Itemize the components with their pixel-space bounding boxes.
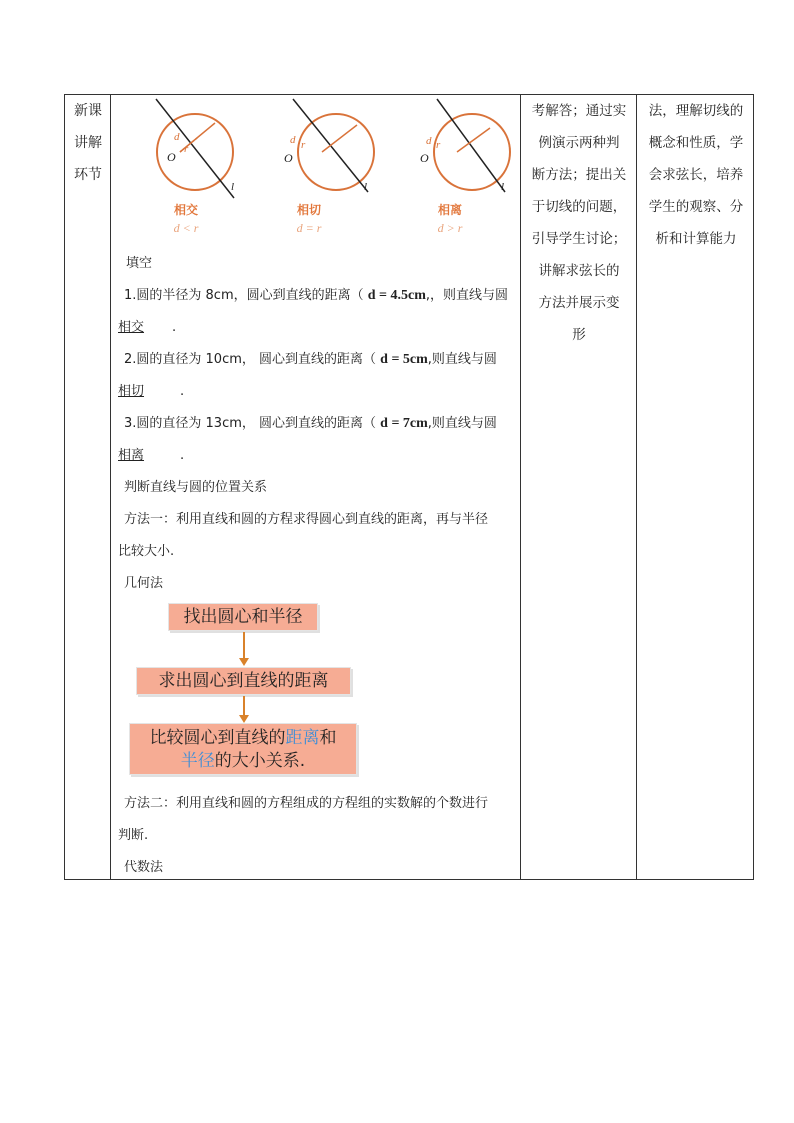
r-label: r xyxy=(184,143,189,155)
method-1-line-1: 方法一：利用直线和圆的方程求得圆心到直线的距离，再与半径 xyxy=(124,512,489,527)
q2-math: d = 5cm xyxy=(380,352,428,367)
answer-3 xyxy=(118,444,184,463)
algebraic-method-label: 代数法 xyxy=(124,860,164,875)
relation-name: 相交 xyxy=(173,203,198,217)
panel-separate xyxy=(434,99,510,192)
cell-line: 讲解求弦长的 xyxy=(538,263,620,279)
panel-intersect xyxy=(156,99,234,198)
center-label: O xyxy=(167,150,176,164)
section-label-line: 讲解 xyxy=(74,135,102,151)
relation-formula: d > r xyxy=(437,221,463,235)
answer-2 xyxy=(118,380,184,399)
section-label-cell xyxy=(65,95,111,191)
answer-1-text: 相交 xyxy=(118,320,145,335)
center-label: O xyxy=(420,151,429,165)
d-label: d xyxy=(290,134,296,146)
cell-line: 例演示两种判 xyxy=(538,135,620,151)
cell-line: 析和计算能力 xyxy=(655,231,737,247)
flow-step-1: 找出圆心和半径 xyxy=(168,603,318,631)
period: . xyxy=(180,384,185,399)
q1-text-b: ,，则直线与圆 xyxy=(425,288,509,303)
cell-line: 方法并展示变 xyxy=(538,295,620,311)
flow-step-3-text: 和 xyxy=(319,728,337,748)
highlight-distance: 距离 xyxy=(285,728,320,748)
cell-line: 考解答；通过实 xyxy=(531,103,627,119)
design-intent-cell xyxy=(638,95,754,255)
judge-title: 判断直线与圆的位置关系 xyxy=(124,480,268,495)
q3-text: 3.圆的直径为 13cm， 圆心到直线的距离（ xyxy=(124,416,381,431)
center-label: O xyxy=(284,151,293,165)
section-label-line: 新课 xyxy=(74,103,102,119)
method-1-line-2: 比较大小. xyxy=(118,544,175,559)
period: . xyxy=(172,320,177,335)
flow-step-3 xyxy=(129,723,357,775)
q2-text: 2.圆的直径为 10cm， 圆心到直线的距离（ xyxy=(124,352,381,367)
answer-3-text: 相离 xyxy=(118,448,145,463)
d-label: d xyxy=(426,135,432,147)
relation-name: 相切 xyxy=(296,203,321,217)
circle-shape xyxy=(434,114,510,190)
cell-line: 于切线的问题， xyxy=(531,199,627,215)
flow-arrow-head xyxy=(239,658,249,666)
highlight-radius: 半径 xyxy=(180,751,215,771)
question-1 xyxy=(124,284,508,304)
answer-1 xyxy=(118,316,176,335)
cell-line: 引导学生讨论； xyxy=(531,231,627,247)
q3-text-b: ,则直线与圆 xyxy=(427,416,497,431)
r-label: r xyxy=(301,139,306,151)
relation-name: 相离 xyxy=(437,203,462,217)
section-label-line: 环节 xyxy=(74,167,102,183)
method-2-line-1: 方法二：利用直线和圆的方程组成的方程组的实数解的个数进行 xyxy=(124,796,489,811)
flow-step-2: 求出圆心到直线的距离 xyxy=(136,667,351,695)
line-label: l xyxy=(364,181,368,193)
fill-title: 填空 xyxy=(126,256,153,271)
q1-math: d = 4.5cm xyxy=(367,288,426,303)
lesson-table xyxy=(64,94,754,880)
line-label: l xyxy=(501,181,505,193)
column-divider xyxy=(110,95,111,879)
cell-line: 学生的观察、分 xyxy=(648,199,744,215)
q2-text-b: ,则直线与圆 xyxy=(427,352,497,367)
line-l xyxy=(437,99,505,192)
method-2-line-2: 判断. xyxy=(118,828,149,843)
question-3 xyxy=(124,412,497,432)
answer-2-text: 相切 xyxy=(118,384,145,399)
q1-text: 1.圆的半径为 8cm，圆心到直线的距离（ xyxy=(124,288,368,303)
q3-math: d = 7cm xyxy=(380,416,428,431)
geometric-method-label: 几何法 xyxy=(124,576,164,591)
relation-formula: d = r xyxy=(296,221,322,235)
cell-line: 形 xyxy=(572,327,586,343)
cell-line: 法，理解切线的 xyxy=(648,103,744,119)
period: . xyxy=(180,448,185,463)
line-label: l xyxy=(231,181,235,193)
flow-arrow xyxy=(243,632,245,659)
cell-line: 断方法；提出关 xyxy=(531,167,627,183)
flow-step-3-text: 的大小关系. xyxy=(214,751,306,771)
d-label: d xyxy=(174,131,180,143)
relation-formula: d < r xyxy=(173,221,199,235)
question-2 xyxy=(124,348,497,368)
cell-line: 会求弦长，培养 xyxy=(648,167,744,183)
r-label: r xyxy=(436,139,441,151)
cell-line: 概念和性质，学 xyxy=(648,135,744,151)
flow-arrow xyxy=(243,696,245,716)
radius-line xyxy=(322,125,357,152)
flow-arrow-head xyxy=(239,715,249,723)
flow-step-3-text: 比较圆心到直线的 xyxy=(149,728,286,748)
teacher-activity-cell xyxy=(521,95,637,351)
